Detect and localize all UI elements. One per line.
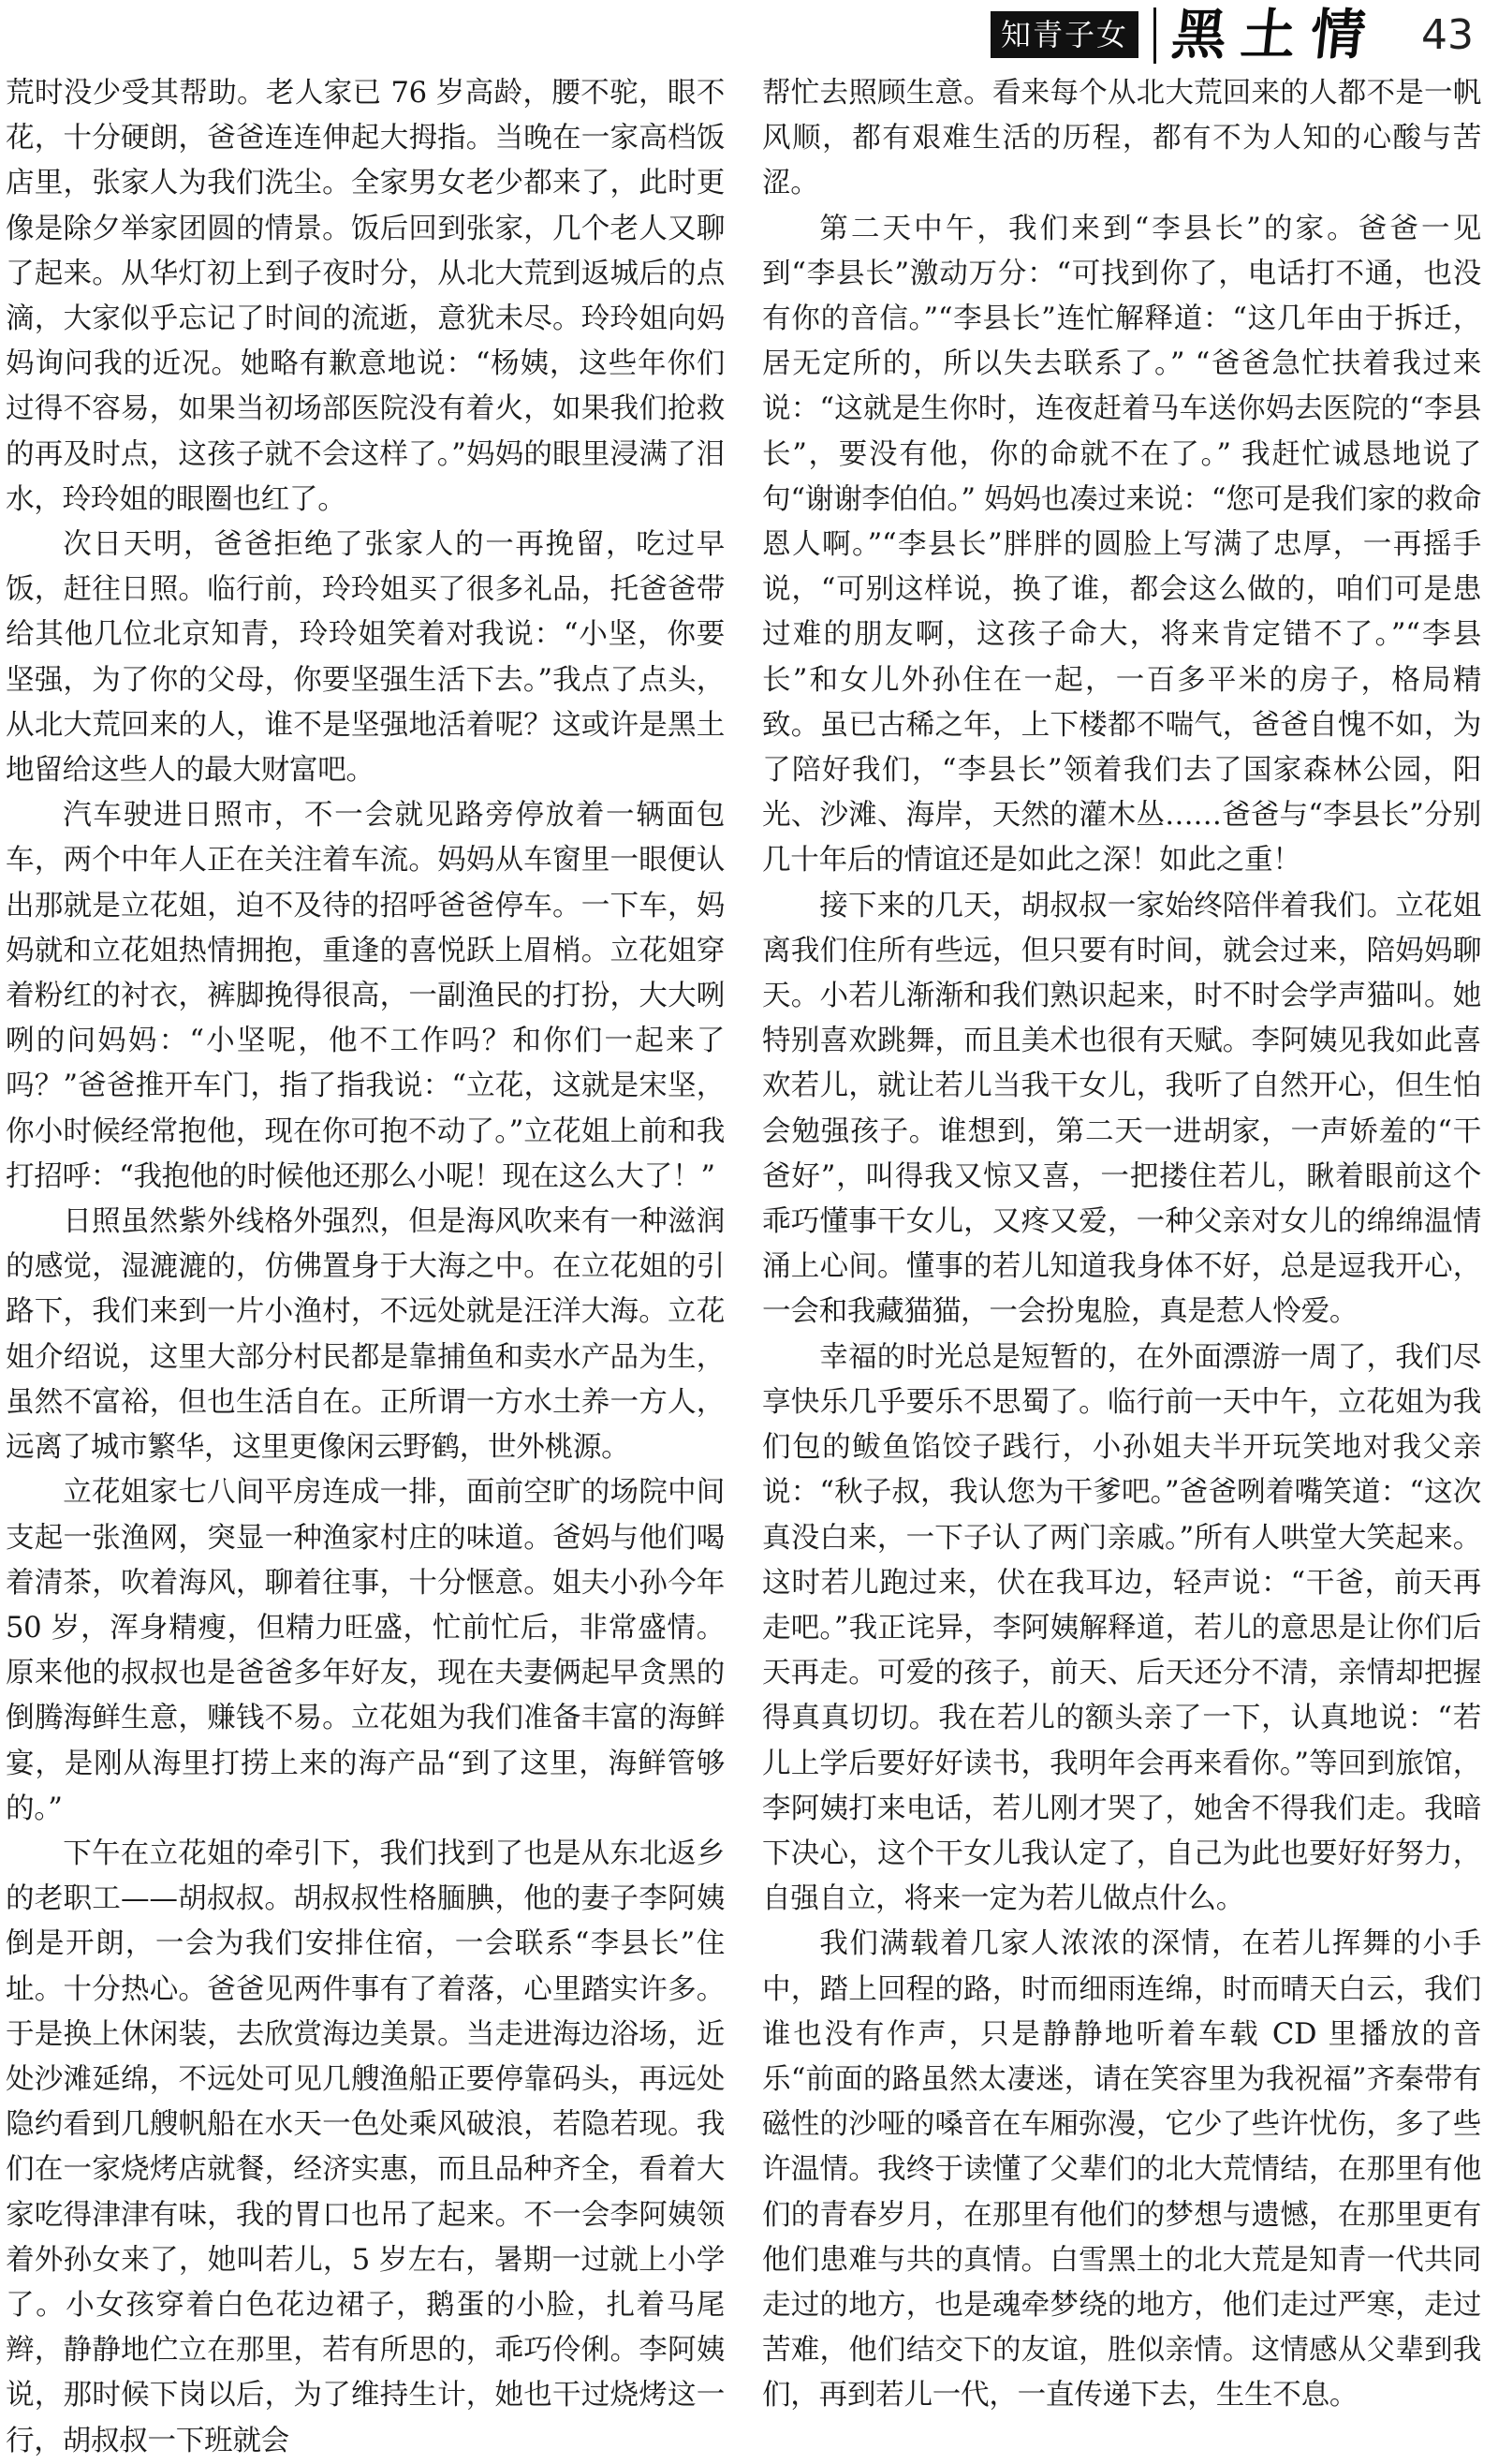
header-divider bbox=[1153, 7, 1156, 64]
paragraph: 我们满载着几家人浓浓的深情，在若儿挥舞的小手中，踏上回程的路，时而细雨连绵，时而晴天白云，我们谁也没有作声，只是静静地听着车载 CD 里播放的音乐“前面的路虽然太凄迷，请在笑容里为我祝福”齐秦带有磁性的沙哑的嗓音在车厢弥漫，它少了些许忧伤，多了些许温情。我终于读懂了父辈们的北大荒情结，在那里有他们的青春岁月，在那里有他们的梦想与遗憾，在那里更有他们患难与共的真情。白雪黑土的北大荒是知青一代共同走过的地方，也是魂牵梦绕的地方，他们走过严寒，走过苦难，他们结交下的友谊，胜似亲情。这情感从父辈到我们，再到若儿一代，一直传递下去，生生不息。 bbox=[762, 1927, 1481, 2412]
paragraph: 荒时没少受其帮助。老人家已 76 岁高龄，腰不驼，眼不花，十分硬朗，爸爸连连伸起大拇指。当晚在一家高档饭店里，张家人为我们洗尘。全家男女老少都来了，此时更像是除夕举家团圆的情景。饭后回到张家，几个老人又聊了起来。从华灯初上到子夜时分，从北大荒到返城后的点滴，大家似乎忘记了时间的流逝，意犹未尽。玲玲姐向妈妈询问我的近况。她略有歉意地说：“杨姨，这些年你们过得不容易，如果当初场部医院没有着火，如果我们抢救的再及时点，这孩子就不会这样了。”妈妈的眼里浸满了泪水，玲玲姐的眼圈也红了。 bbox=[6, 77, 725, 516]
page-number: 43 bbox=[1421, 11, 1474, 59]
article-column-right bbox=[762, 71, 1481, 2412]
article-column-left bbox=[6, 71, 725, 2457]
paragraph: 次日天明，爸爸拒绝了张家人的一再挽留，吃过早饭，赶往日照。临行前，玲玲姐买了很多礼品，托爸爸带给其他几位北京知青，玲玲姐笑着对我说：“小坚，你要坚强，为了你的父母，你要坚强生活下去。”我点了点头，从北大荒回来的人，谁不是坚强地活着呢？这或许是黑土地留给这些人的最大财富吧。 bbox=[6, 528, 725, 788]
paragraph: 日照虽然紫外线格外强烈，但是海风吹来有一种滋润的感觉，湿漉漉的，仿佛置身于大海之中。在立花姐的引路下，我们来到一片小渔村，不远处就是汪洋大海。立花姐介绍说，这里大部分村民都是靠捕鱼和卖水产品为生，虽然不富裕，但也生活自在。正所谓一方水土养一方人，远离了城市繁华，这里更像闲云野鹤，世外桃源。 bbox=[6, 1205, 725, 1465]
paragraph: 立花姐家七八间平房连成一排，面前空旷的场院中间支起一张渔网，突显一种渔家村庄的味道。爸妈与他们喝着清茶，吹着海风，聊着往事，十分惬意。姐夫小孙今年 50 岁，浑身精瘦，但精力旺盛，忙前忙后，非常盛情。原来他的叔叔也是爸爸多年好友，现在夫妻俩起早贪黑的倒腾海鲜生意，赚钱不易。立花姐为我们准备丰富的海鲜宴，是刚从海里打捞上来的海产品“到了这里，海鲜管够的。” bbox=[6, 1476, 725, 1825]
paragraph: 下午在立花姐的牵引下，我们找到了也是从东北返乡的老职工——胡叔叔。胡叔叔性格腼腆，他的妻子李阿姨倒是开朗，一会为我们安排住宿，一会联系“李县长”住址。十分热心。爸爸见两件事有了着落，心里踏实许多。于是换上休闲装，去欣赏海边美景。当走进海边浴场，近处沙滩延绵，不远处可见几艘渔船正要停靠码头，再远处隐约看到几艘帆船在水天一色处乘风破浪，若隐若现。我们在一家烧烤店就餐，经济实惠，而且品种齐全，看着大家吃得津津有味，我的胃口也吊了起来。不一会李阿姨领着外孙女来了，她叫若儿，5 岁左右，暑期一过就上小学了。小女孩穿着白色花边裙子，鹅蛋的小脸，扎着马尾辫，静静地伫立在那里，若有所思的，乖巧伶俐。李阿姨说，那时候下岗以后，为了维持生计，她也干过烧烤这一行，胡叔叔一下班就会 bbox=[6, 1837, 725, 2457]
page-header bbox=[0, 0, 1498, 73]
paragraph: 第二天中午，我们来到“李县长”的家。爸爸一见到“李县长”激动万分：“可找到你了，电话打不通，也没有你的音信。”“李县长”连忙解释道：“这几年由于拆迁，居无定所的，所以失去联系了。” “爸爸急忙扶着我过来说：“这就是生你时，连夜赶着马车送你妈去医院的“李县长”，要没有他，你的命就不在了。” 我赶忙诚恳地说了句“谢谢李伯伯。” 妈妈也凑过来说：“您可是我们家的救命恩人啊。”“李县长”胖胖的圆脸上写满了忠厚，一再摇手说，“可别这样说，换了谁，都会这么做的，咱们可是患过难的朋友啊，这孩子命大，将来肯定错不了。”“李县长”和女儿外孙住在一起，一百多平米的房子，格局精致。虽已古稀之年，上下楼都不喘气，爸爸自愧不如，为了陪好我们，“李县长”领着我们去了国家森林公园，阳光、沙滩、海岸，天然的灌木丛……爸爸与“李县长”分别几十年后的情谊还是如此之深！如此之重！ bbox=[762, 212, 1481, 878]
magazine-title: 黑土情 bbox=[1168, 3, 1384, 66]
paragraph: 帮忙去照顾生意。看来每个从北大荒回来的人都不是一帆风顺，都有艰难生活的历程，都有不为人知的心酸与苦涩。 bbox=[762, 77, 1481, 200]
paragraph: 幸福的时光总是短暂的，在外面漂游一周了，我们尽享快乐几乎要乐不思蜀了。临行前一天中午，立花姐为我们包的鲅鱼馅饺子践行，小孙姐夫半开玩笑地对我父亲说：“秋子叔，我认您为干爹吧。”爸爸咧着嘴笑道：“这次真没白来，一下子认了两门亲戚。”所有人哄堂大笑起来。这时若儿跑过来，伏在我耳边，轻声说：“干爸，前天再走吧。”我正诧异，李阿姨解释道，若儿的意思是让你们后天再走。可爱的孩子，前天、后天还分不清，亲情却把握得真真切切。我在若儿的额头亲了一下，认真地说：“若儿上学后要好好读书，我明年会再来看你。”等回到旅馆，李阿姨打来电话，若儿刚才哭了，她舍不得我们走。我暗下决心，这个干女儿我认定了，自己为此也要好好努力，自强自立，将来一定为若儿做点什么。 bbox=[762, 1340, 1481, 1916]
paragraph: 汽车驶进日照市，不一会就见路旁停放着一辆面包车，两个中年人正在关注着车流。妈妈从车窗里一眼便认出那就是立花姐，迫不及待的招呼爸爸停车。一下车，妈妈就和立花姐热情拥抱，重逢的喜悦跃上眉梢。立花姐穿着粉红的衬衣，裤脚挽得很高，一副渔民的打扮，大大咧咧的问妈妈：“小坚呢，他不工作吗？和你们一起来了吗？”爸爸推开车门，指了指我说：“立花，这就是宋坚，你小时候经常抱他，现在你可抱不动了。”立花姐上前和我打招呼：“我抱他的时候他还那么小呢！现在这么大了！” bbox=[6, 799, 725, 1193]
section-tag: 知青子女 bbox=[991, 11, 1138, 58]
paragraph: 接下来的几天，胡叔叔一家始终陪伴着我们。立花姐离我们住所有些远，但只要有时间，就会过来，陪妈妈聊天。小若儿渐渐和我们熟识起来，时不时会学声猫叫。她特别喜欢跳舞，而且美术也很有天赋。李阿姨见我如此喜欢若儿，就让若儿当我干女儿，我听了自然开心，但生怕会勉强孩子。谁想到，第二天一进胡家，一声娇羞的“干爸好”，叫得我又惊又喜，一把搂住若儿，瞅着眼前这个乖巧懂事干女儿，又疼又爱，一种父亲对女儿的绵绵温情涌上心间。懂事的若儿知道我身体不好，总是逗我开心，一会和我藏猫猫，一会扮鬼脸，真是惹人怜爱。 bbox=[762, 889, 1481, 1329]
